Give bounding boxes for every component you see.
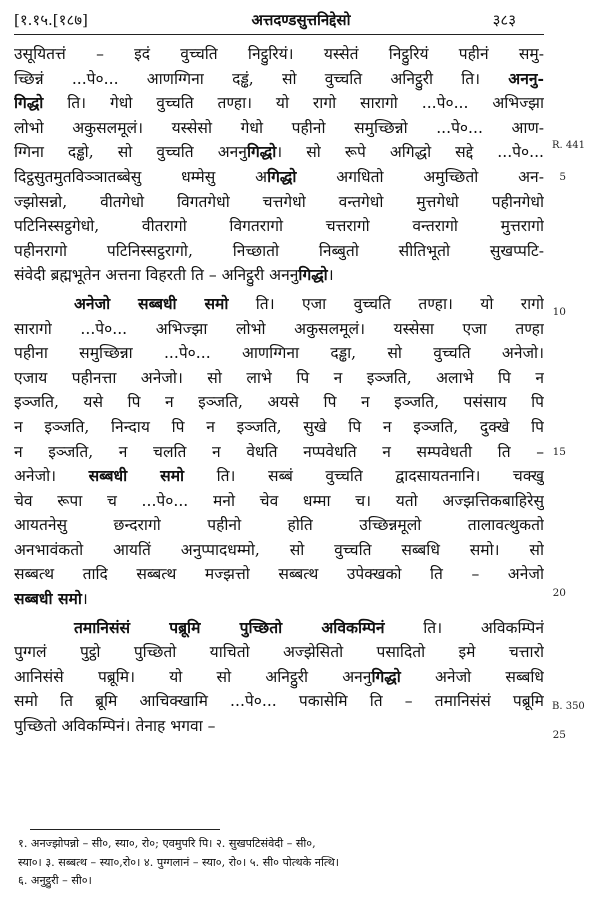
page-number: ३८३ (492, 11, 516, 29)
text-line: सब्बधी समो। (14, 589, 88, 609)
line-number-10: 10 (552, 306, 566, 318)
running-title: अत्तदण्डसुत्तनिद्देसो (251, 11, 351, 29)
text-line: पहीना समुच्छिन्ना ...पे०... आणग्गिना दड्ढा, सो वुच्चति अनेजो। (14, 344, 544, 363)
text-line: अनभावंकतो आयतिं अनुप्पादधम्मो, सो वुच्चति सब्बधि समो। सो (14, 540, 544, 559)
line-number-25: 25 (552, 729, 566, 741)
text-line: ग्गिना दड्ढो, सो वुच्चति अननुगिद्धो। सो रूपे अगिद्धो सद्दे ...पे०... (14, 142, 544, 162)
text-line: पहीनरागो पटिनिस्सट्ठरागो, निच्छातो निब्बुतो सीतिभूतो सुखप्पटि- (14, 241, 544, 260)
text-line: संवेदी ब्रह्मभूतेन अत्तना विहरती ति – अनिट्ठुरी अननुगिद्धो। (14, 265, 334, 285)
text-line: पटिनिस्सट्ठगेधो, वीतरागो विगतरागो चत्तरागो वन्तरागो मुत्तरागो (14, 217, 544, 236)
footnotes (14, 835, 544, 891)
text-line: सब्बत्थ तादि सब्बत्थ मज्झत्तो सब्बत्थ उपेक्खको ति – अनेजो (14, 565, 544, 584)
text-line: पुग्गलं पुट्ठो पुच्छितो याचितो अज्झेसितो पसादितो इमे चत्तारो (14, 643, 544, 662)
line-number-20: 20 (552, 587, 566, 599)
paragraph (14, 42, 544, 288)
text-line: अनेजो सब्बधी समो ति। एजा वुच्चति तण्हा। यो रागो (74, 293, 544, 313)
text-line: आयतनेसु छन्दरागो पहीनो होति उच्छिन्नमूलो तालावत्थुकतो (14, 516, 544, 535)
header-rule (14, 34, 544, 35)
margin-note-b350: B. 350 (552, 701, 585, 712)
text-line: न इञ्जति, निन्दाय पि न इञ्जति, सुखे पि न इञ्जति, दुक्खे पि (14, 417, 544, 436)
paragraph (14, 616, 544, 739)
line-number-5: 5 (559, 171, 566, 183)
text-line: चेव रूपा च ...पे०... मनो चेव धम्मा च। यतो अज्झत्तिकबाहिरेसु (14, 491, 544, 510)
paragraph (14, 292, 544, 612)
section-reference: [१.१५.[१८७] (14, 11, 88, 29)
text-line: पुच्छितो अविकम्पिनं। तेनाह भगवा – (14, 717, 216, 736)
text-line: लोभो अकुसलमूलं। यस्सेसो गेधो पहीनो समुच्छिन्नो ...पे०... आण- (14, 118, 544, 137)
text-line: ज्झोसन्नो, वीतगेधो विगतगेधो चत्तगेधो वन्तगेधो मुत्तगेधो पहीनगेधो (14, 192, 544, 211)
page-header (14, 8, 588, 34)
text-line: न इञ्जति, न चलति न वेधति नप्पवेधति न सम्पवेधती ति – (14, 442, 544, 461)
footnote-line: ६. अनुट्ठुरी – सी०। (18, 874, 92, 887)
margin-note-r441: R. 441 (552, 140, 585, 151)
text-line: आनिसंसे पब्रूमि। यो सो अनिट्ठुरी अननुगिद्धो अनेजो सब्बधि (14, 666, 544, 686)
text-line: गिद्धो ति। गेधो वुच्चति तण्हा। यो रागो सारागो ...पे०... अभिज्झा (14, 93, 544, 113)
text-line: उसूयितत्तं – इदं वुच्चति निट्ठुरियं। यस्सेतं निट्ठुरियं पहीनं समु- (14, 45, 544, 63)
text-line: तमानिसंसं पब्रूमि पुच्छितो अविकम्पिनं ति। अविकम्पिनं (74, 617, 544, 637)
main-text (14, 42, 544, 739)
text-line: एजाय पहीनत्ता अनेजो। सो लाभे पि न इञ्जति, अलाभे पि न (14, 368, 544, 387)
text-line: अनेजो। सब्बधी समो ति। सब्बं वुच्चति द्वादसायतनानि। चक्खु (14, 466, 544, 486)
text-line: समो ति ब्रूमि आचिक्खामि ...पे०... पकासेमि ति – तमानिसंसं पब्रूमि (14, 692, 544, 711)
footnote-rule (30, 829, 220, 830)
footnote-line: स्या०। ३. सब्बत्थ – स्या०,रो०। ४. पुग्गलानं – स्या०, रो०। ५. सी० पोत्थके नत्थि। (18, 855, 339, 869)
text-line: दिट्ठसुतमुतविञ्ञातब्बेसु धम्मेसु अगिद्धो अगधितो अमुच्छितो अन- (14, 166, 544, 186)
text-line: सारागो ...पे०... अभिज्झा लोभो अकुसलमूलं। यस्सेसा एजा तण्हा (14, 319, 544, 338)
text-line: इञ्जति, यसे पि न इञ्जति, अयसे पि न इञ्जति, पसंसाय पि (14, 393, 544, 412)
line-number-15: 15 (552, 446, 566, 458)
footnote-line: १. अनज्झोपन्नो – सी०, स्या०, रो०; एवमुपरि पि। २. सुखपटिसंवेदी – सी०, (18, 837, 316, 850)
text-line: च्छिन्नं ...पे०... आणग्गिना दड्ढं, सो वुच्चति अनिट्ठुरी ति। अननु- (14, 68, 544, 88)
